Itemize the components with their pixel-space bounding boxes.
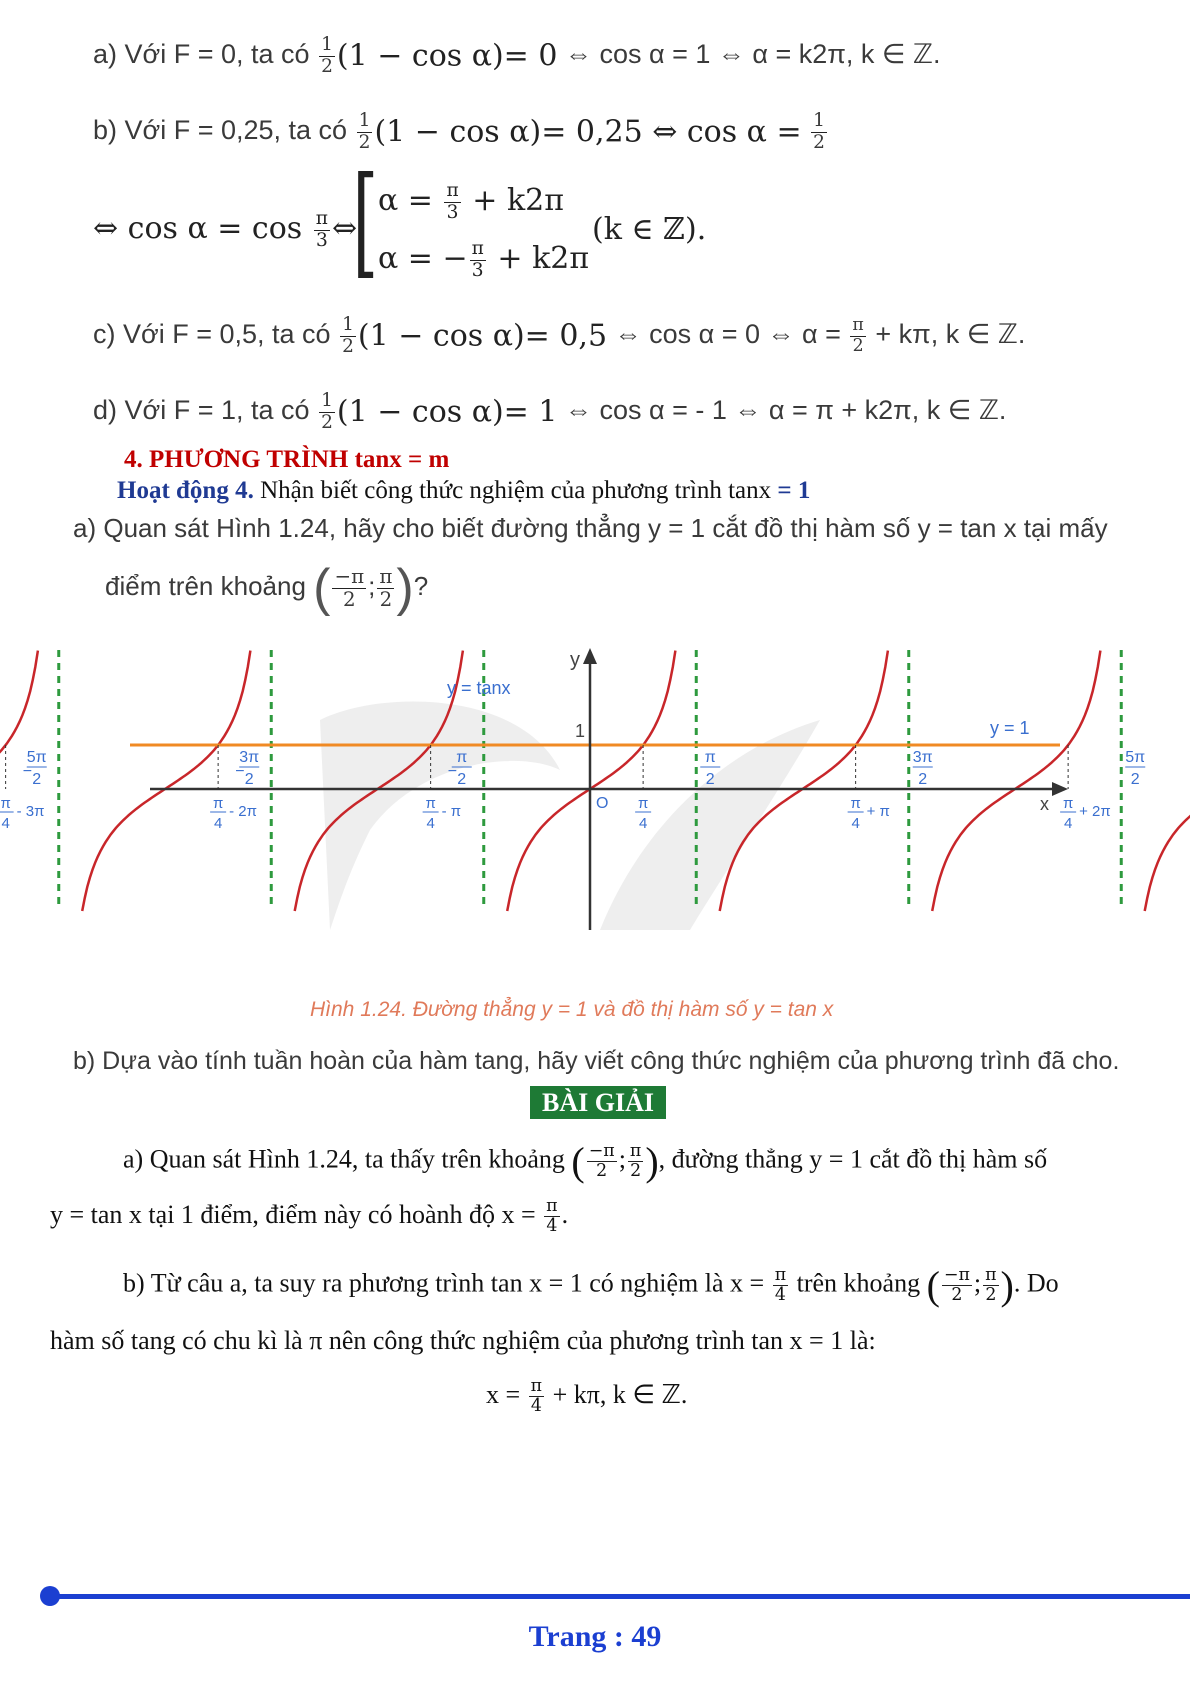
root-den: 4 — [426, 815, 435, 832]
tick-label — [913, 749, 933, 788]
axis-y-label: y — [570, 649, 580, 671]
tick-label — [235, 749, 259, 788]
root-num: π — [850, 795, 861, 812]
y-axis-arrow — [583, 648, 597, 664]
root-num: π — [1062, 795, 1074, 812]
root-num: π — [0, 795, 11, 812]
y-one-label: 1 — [575, 721, 586, 741]
line-d: d) Với F = 1, ta có $\frac{1}{2}$ (1 − cos α)= 1 ⇔ cos α = - 1 ⇔ α = π + k2π, k ∈ ℤ. — [93, 390, 1007, 433]
root-num: π — [212, 795, 224, 812]
tick-minus: − — [235, 763, 245, 780]
axis-x-label: x — [1040, 794, 1049, 814]
system-eq-2: α = − $\frac{\pi}{3}$ + k2π — [378, 238, 590, 281]
origin-label: O — [596, 795, 609, 812]
question-a-line1: a) Quan sát Hình 1.24, hãy cho biết đường thẳng y = 1 cắt đồ thị hàm số y = tan x tại mấy — [73, 513, 1108, 543]
system-bracket: [ — [352, 152, 379, 291]
solution-b-line1: b) Từ câu a, ta suy ra phương trình tan x = 1 có nghiệm là x = $\frac{\pi}{4}$ trên khoảng ( $\frac{-\pi}{2}$ ; $\frac{\pi}{2}$ ). Do — [123, 1263, 1059, 1308]
line-c: c) Với F = 0,5, ta có $\frac{1}{2}$ (1 − cos α)= 0,5 ⇔ cos α = 0 ⇔ α = $\frac{\pi}{2}$ + kπ, k ∈ ℤ. — [93, 314, 1026, 357]
fraction-half: $\frac{1}{2}$ — [358, 110, 371, 153]
question-a-line2: điểm trên khoảng ( $\frac{-\pi}{2}$ ; $\frac{\pi}{2}$ )? — [105, 559, 429, 617]
tick-minus: − — [22, 763, 33, 780]
fraction-pi-3: $\frac{\pi}{3}$ — [315, 208, 328, 251]
tick-den: 2 — [918, 771, 928, 788]
tan-branch — [82, 651, 250, 911]
line-b: b) Với F = 0,25, ta có $\frac{1}{2}$ (1 − cos α)= 0,25 ⇔ cos α = $\frac{1}{2}$ — [93, 110, 825, 153]
line-a: a) Với F = 0, ta có $\frac{1}{2}$ (1 − cos α)= 0 ⇔ cos α = 1 ⇔ α = k2π, k ∈ ℤ. — [93, 34, 941, 77]
system-condition: (k ∈ ℤ). — [592, 212, 707, 247]
solution-badge: BÀI GIẢI — [530, 1088, 666, 1118]
question-b: b) Dựa vào tính tuần hoàn của hàm tang, hãy viết công thức nghiệm của phương trình đã cho. — [73, 1047, 1120, 1075]
footer-rule — [50, 1594, 1190, 1599]
tick-den: 2 — [705, 771, 715, 788]
tan-branch — [932, 651, 1100, 911]
root-den: 4 — [1063, 815, 1073, 832]
tick-label — [1125, 749, 1145, 788]
section-title: 4. PHƯƠNG TRÌNH tanx = m — [124, 446, 450, 473]
tan-graph — [0, 630, 1190, 970]
tick-num: π — [456, 749, 468, 766]
solution-a-line2: y = tan x tại 1 điểm, điểm này có hoành độ x = $\frac{\pi}{4}$ . — [50, 1196, 569, 1237]
root-num: π — [425, 795, 436, 812]
x-axis-arrow — [1052, 782, 1068, 796]
root-den: 4 — [213, 815, 223, 832]
tick-num: 3π — [239, 749, 260, 766]
top-ticks — [0, 749, 1190, 788]
activity-line: Hoạt động 4. Nhận biết công thức nghiệm của phương trình tanx = 1 — [117, 477, 811, 504]
tick-num: 3π — [912, 749, 933, 766]
root-tail: + π — [866, 803, 890, 820]
tick-minus: − — [447, 763, 458, 780]
root-den: 4 — [638, 815, 648, 832]
tick-den: 2 — [457, 771, 467, 788]
solution-b-line2: hàm số tang có chu kì là π nên công thức nghiệm của phương trình tan x = 1 là: — [50, 1326, 876, 1355]
tick-num: 5π — [1125, 749, 1146, 766]
root-tail: - 2π — [229, 803, 257, 820]
root-den: 4 — [851, 815, 860, 832]
root-num: π — [637, 795, 649, 812]
tick-den: 2 — [244, 771, 254, 788]
root-tail: - 3π — [16, 803, 45, 820]
root-tail: + 2π — [1079, 803, 1111, 820]
y1-label: y = 1 — [990, 718, 1030, 738]
line-b-equiv: ⇔ cos α = cos $\frac{\pi}{3}$ ⇔ — [93, 208, 358, 251]
root-den: 4 — [1, 815, 10, 832]
fraction-half: $\frac{1}{2}$ — [321, 34, 333, 77]
figure-caption: Hình 1.24. Đường thẳng y = 1 và đồ thị hàm số y = tan x — [310, 998, 834, 1021]
tan-branch — [1145, 651, 1190, 911]
fraction-half: $\frac{1}{2}$ — [813, 110, 825, 153]
tick-den: 2 — [1130, 771, 1140, 788]
tick-den: 2 — [32, 771, 42, 788]
tick-num: π — [704, 749, 716, 766]
system-eq-1: α = $\frac{\pi}{3}$ + k2π — [378, 180, 564, 223]
tick-num: 5π — [26, 749, 47, 766]
watermark-logo — [320, 702, 820, 930]
tan-label: y = tanx — [447, 678, 511, 698]
footer-dot — [40, 1586, 60, 1606]
page-number: Trang : 49 — [528, 1620, 662, 1653]
solution-formula: x = $\frac{\pi}{4}$ + kπ, k ∈ ℤ. — [486, 1376, 688, 1417]
root-tail: - π — [441, 803, 462, 820]
tick-label — [23, 749, 47, 788]
solution-a-line1: a) Quan sát Hình 1.24, ta thấy trên khoảng ( $\frac{-\pi}{2}$ ; $\frac{\pi}{2}$ ), đường thẳng y = 1 cắt đồ thị hàm số — [123, 1139, 1048, 1184]
tan-curves — [0, 651, 1190, 911]
